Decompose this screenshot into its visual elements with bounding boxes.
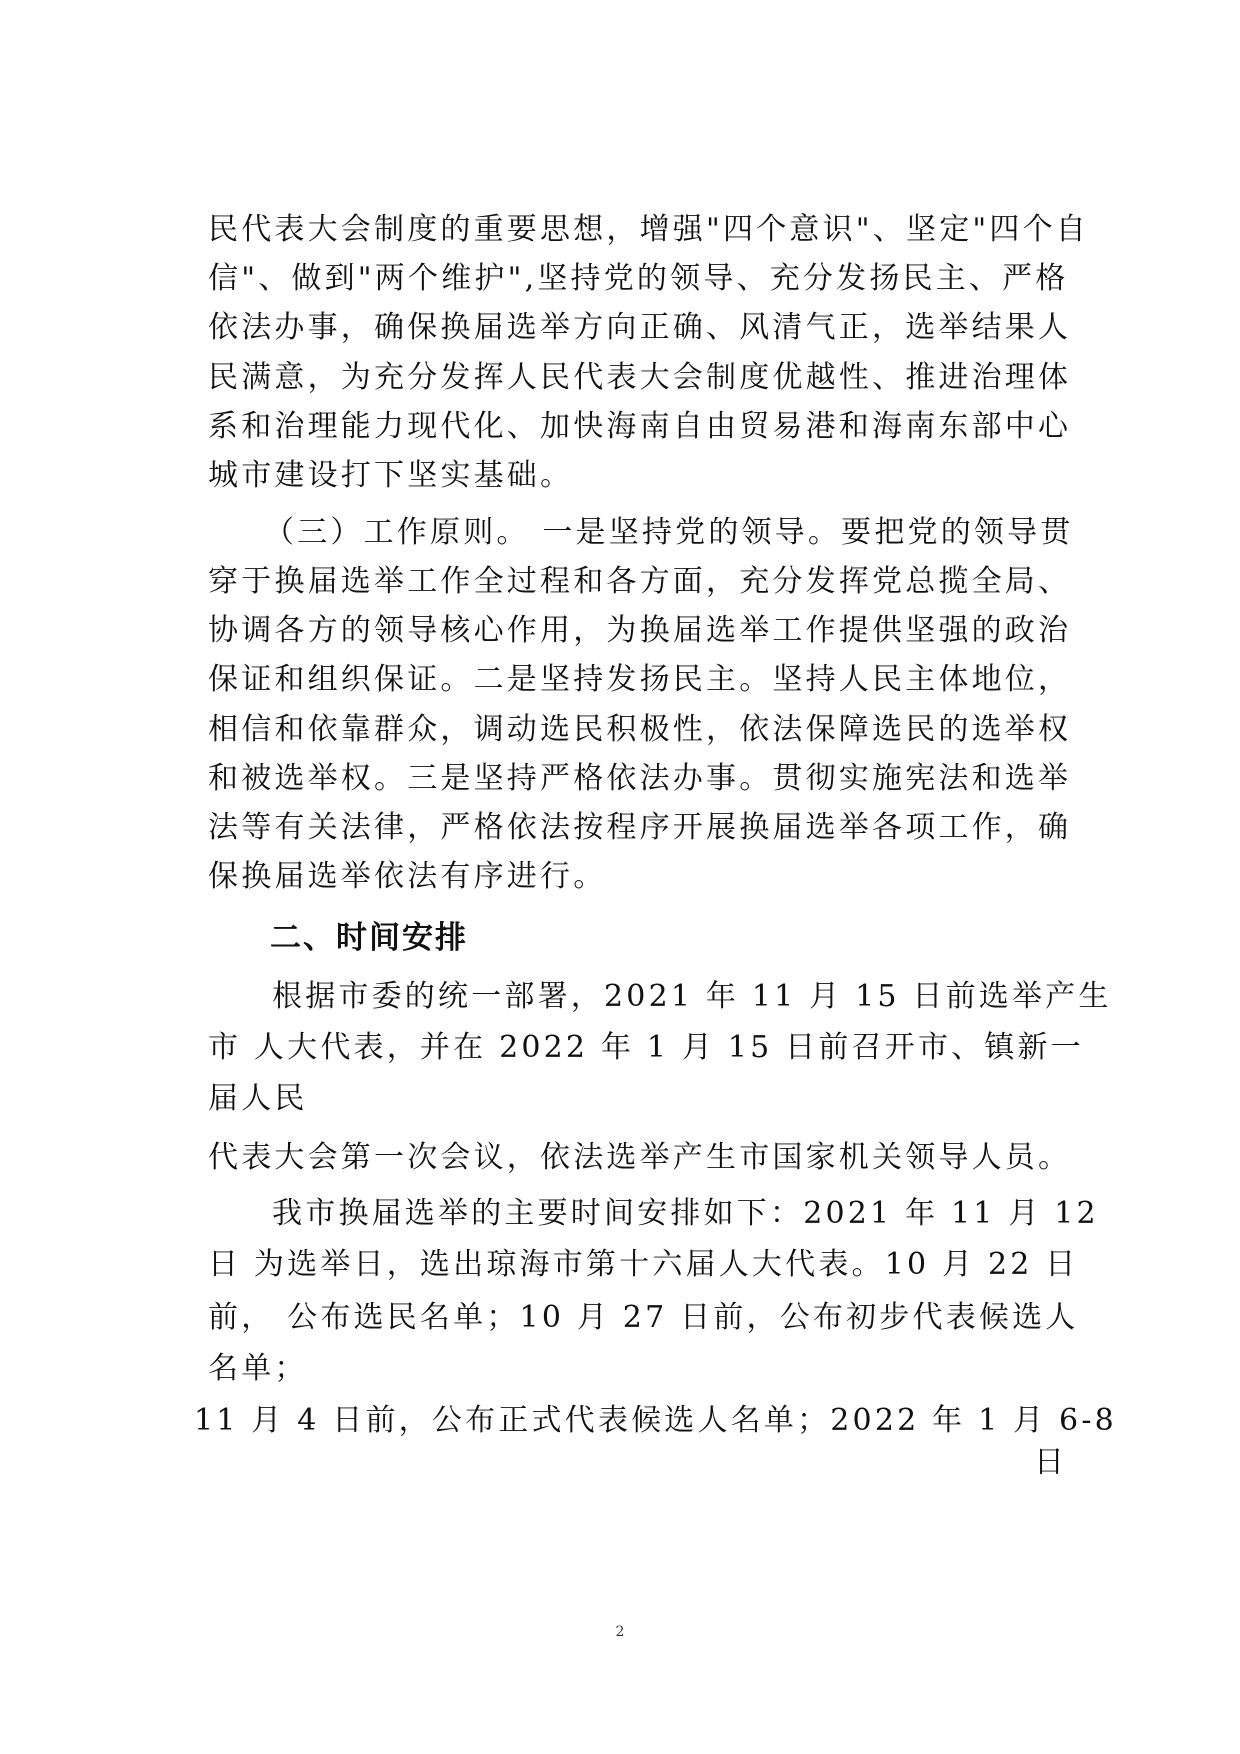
text-line: 11 月 4 日前，公布正式代表候选人名单；2022 年 1 月 6-8 (194, 1403, 1117, 1438)
text-line: 届人民 (208, 1081, 308, 1116)
text-line: 信"、做到"两个维护",坚持党的领导、充分发扬民主、严格 (208, 261, 1069, 296)
text-line: （三）工作原则。 一是坚持党的领导。要把党的领导贯 (264, 515, 1074, 550)
text-line: 根据市委的统一部署，2021 年 11 月 15 日前选举产生 (272, 979, 1112, 1014)
page-number: 2 (615, 1624, 625, 1640)
section-heading: 二、时间安排 (270, 920, 468, 956)
text-line: 日 (1034, 1445, 1068, 1480)
text-line: 依法办事，确保换届选举方向正确、风清气正，选举结果人 (208, 310, 1072, 345)
text-line: 民代表大会制度的重要思想，增强"四个意识"、坚定"四个自 (208, 212, 1089, 247)
text-line: 城市建设打下坚实基础。 (208, 458, 574, 493)
text-line: 系和治理能力现代化、加快海南自由贸易港和海南东部中心 (208, 409, 1072, 444)
text-line: 协调各方的领导核心作用，为换届选举工作提供坚强的政治 (208, 613, 1072, 648)
text-line: 法等有关法律，严格依法按程序开展换届选举各项工作，确 (208, 810, 1072, 845)
text-line: 前， 公布选民名单；10 月 27 日前，公布初步代表候选人 (208, 1300, 1079, 1335)
text-line: 日 为选举日，选出琼海市第十六届人大代表。10 月 22 日 (208, 1247, 1079, 1282)
text-line: 市 人大代表，并在 2022 年 1 月 15 日前召开市、镇新一 (208, 1030, 1084, 1065)
text-line: 保证和组织保证。二是坚持发扬民主。坚持人民主体地位， (208, 662, 1072, 697)
text-line: 我市换届选举的主要时间安排如下：2021 年 11 月 12 (272, 1196, 1099, 1231)
text-line: 民满意，为充分发挥人民代表大会制度优越性、推进治理体 (208, 360, 1072, 395)
text-line: 相信和依靠群众，调动选民积极性，依法保障选民的选举权 (208, 712, 1072, 747)
text-line: 穿于换届选举工作全过程和各方面，充分发挥党总揽全局、 (208, 564, 1072, 599)
text-line: 保换届选举依法有序进行。 (208, 859, 607, 894)
text-line: 名单； (208, 1351, 308, 1386)
text-line: 和被选举权。三是坚持严格依法办事。贯彻实施宪法和选举 (208, 761, 1072, 796)
text-line: 代表大会第一次会议，依法选举产生市国家机关领导人员。 (208, 1140, 1072, 1175)
